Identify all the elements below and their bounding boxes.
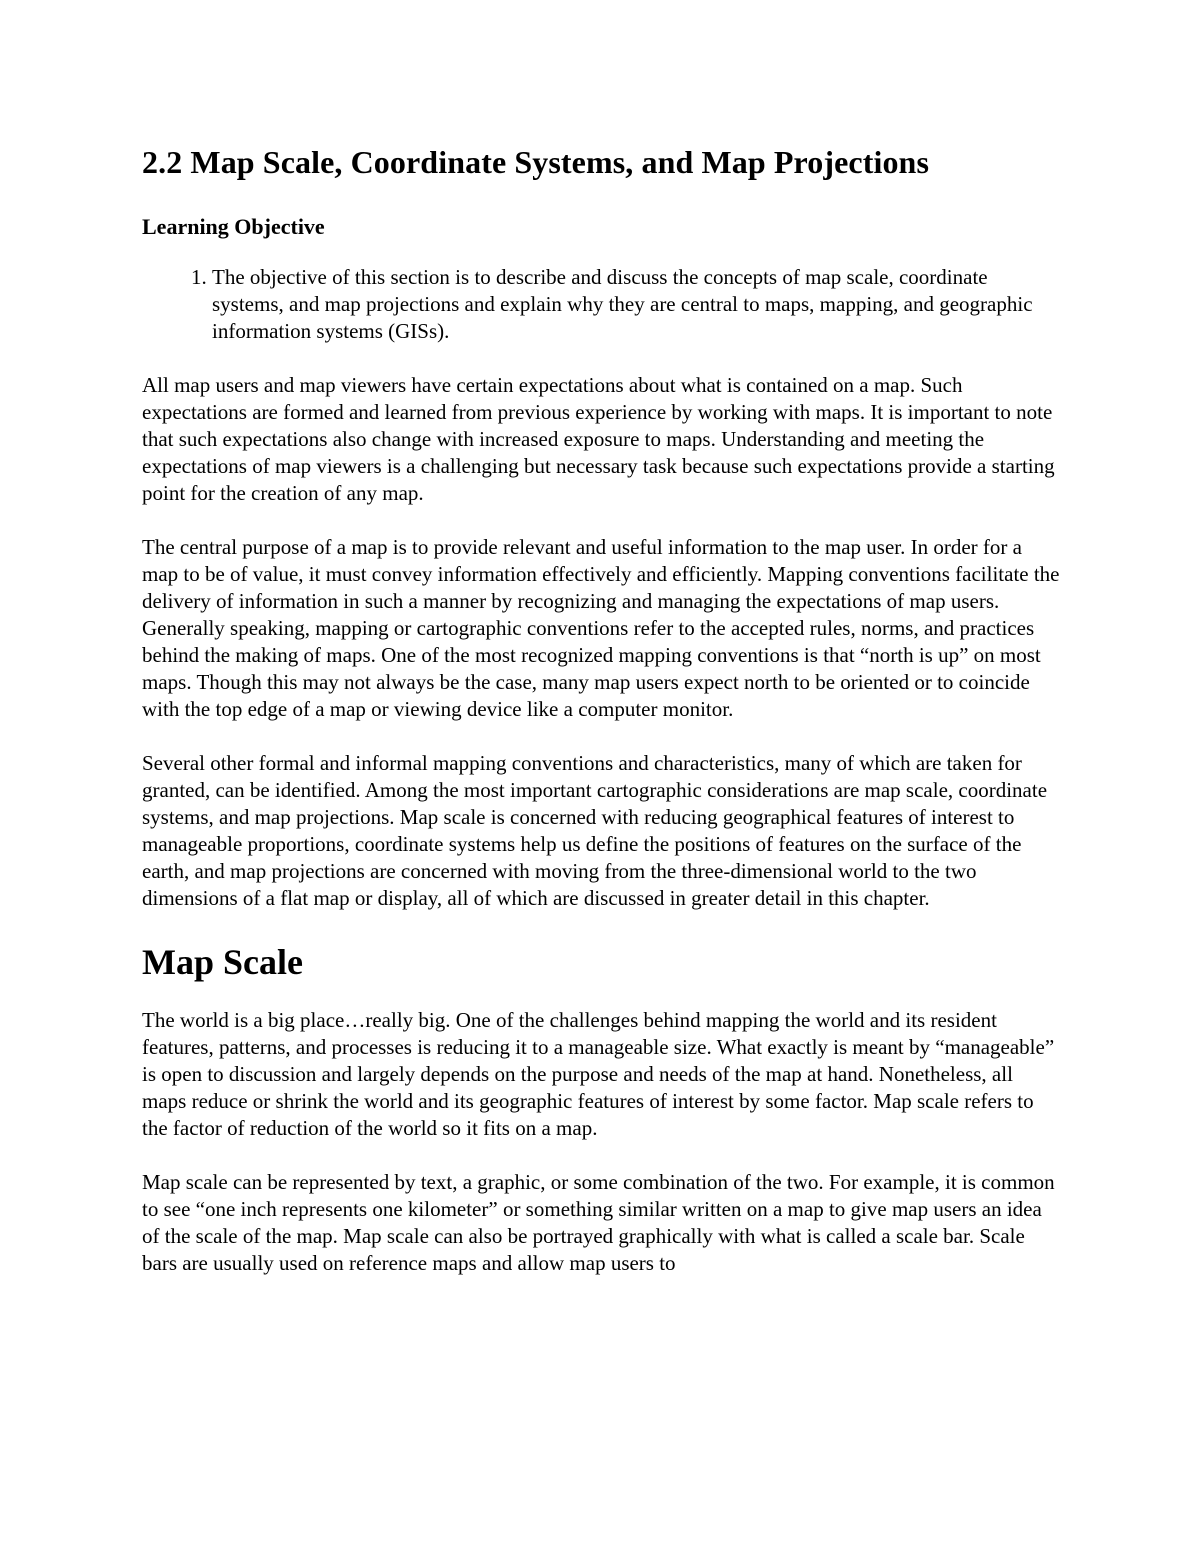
paragraph-central-purpose: The central purpose of a map is to provide relevant and useful information to the map user. In order for a map to be of value, it must convey information effectively and efficiently. Mapping conventions facilitate the delivery of information in such a manner by recognizing and managing the expectations of map users. Generally speaking, mapping or cartographic conventions refer to the accepted rules, norms, and practices behind the making of maps. One of the most recognized mapping conventions is that “north is up” on most maps. Though this may not always be the case, many map users expect north to be oriented or to coincide with the top edge of a map or viewing device like a computer monitor. (142, 535, 1060, 721)
paragraph-expectations: All map users and map viewers have certain expectations about what is contained on a map. Such expectations are formed and learned from previous experience by working with maps. It is important to note that such expectations also change with increased exposure to maps. Understanding and meeting the expectations of map viewers is a challenging but necessary task because such expectations provide a starting point for the creation of any map. (142, 373, 1055, 505)
learning-objective-list (142, 264, 1062, 345)
learning-objective-heading: Learning Objective (142, 214, 325, 239)
learning-objective-item: 1. The objective of this section is to describe and discuss the concepts of map scale, coordinate systems, and map projections and explain why they are central to maps, mapping, and geographic information systems (GISs). (212, 264, 1062, 345)
map-scale-heading: Map Scale (142, 942, 303, 982)
paragraph-world-big: The world is a big place…really big. One of the challenges behind mapping the world and its resident features, patterns, and processes is reducing it to a manageable size. What exactly is meant by “manageable” is open to discussion and largely depends on the purpose and needs of the map at hand. Nonetheless, all maps reduce or shrink the world and its geographic features of interest by some factor. Map scale refers to the factor of reduction of the world so it fits on a map. (142, 1008, 1055, 1140)
page-title: 2.2 Map Scale, Coordinate Systems, and Map Projections (142, 144, 929, 180)
paragraph-scale-representation: Map scale can be represented by text, a graphic, or some combination of the two. For example, it is common to see “one inch represents one kilometer” or something similar written on a map to give map users an idea of the scale of the map. Map scale can also be portrayed graphically with what is called a scale bar. Scale bars are usually used on reference maps and allow map users to (142, 1170, 1055, 1275)
page-content (142, 138, 1062, 1277)
paragraph-conventions: Several other formal and informal mapping conventions and characteristics, many of which are taken for granted, can be identified. Among the most important cartographic considerations are map scale, coordinate systems, and map projections. Map scale is concerned with reducing geographical features of interest to manageable proportions, coordinate systems help us define the positions of features on the surface of the earth, and map projections are concerned with moving from the three-dimensional world to the two dimensions of a flat map or display, all of which are discussed in greater detail in this chapter. (142, 751, 1048, 910)
